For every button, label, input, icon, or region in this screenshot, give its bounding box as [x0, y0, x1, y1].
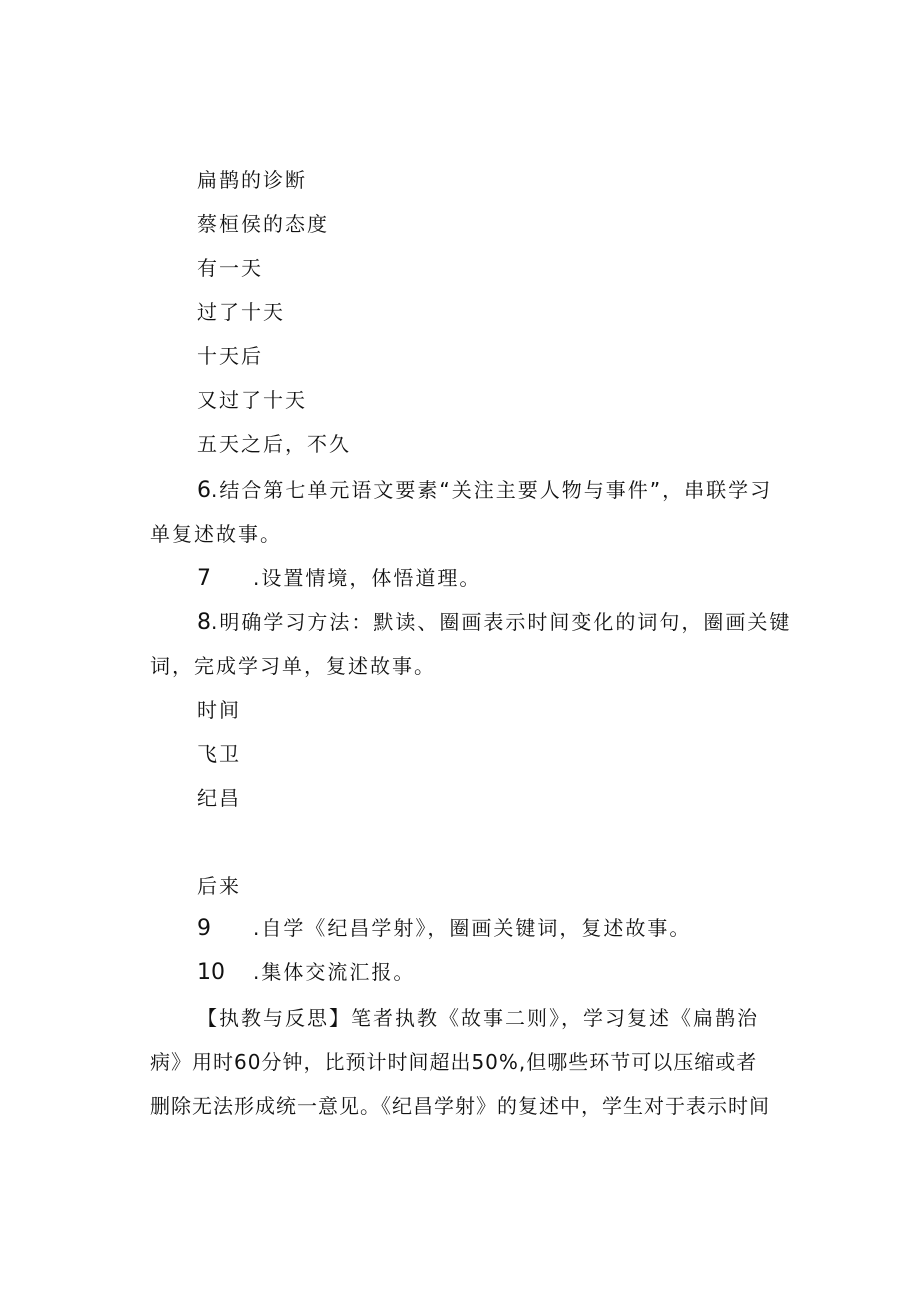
text-line-five-days-after: 五天之后，不久 [197, 432, 351, 456]
list-item-number: 10 [197, 960, 225, 985]
list-item-7 [197, 564, 481, 593]
list-item-8 [197, 608, 791, 637]
list-item-6-continuation: 单复述故事。 [150, 522, 282, 546]
text-line-jichang: 纪昌 [197, 786, 241, 810]
list-item-10 [197, 958, 415, 987]
list-item-text: .自学《纪昌学射》，圈画关键词，复述故事。 [253, 916, 692, 940]
list-item-text: .结合第七单元语文要素“关注主要人物与事件”，串联学习 [211, 478, 773, 502]
list-item-6 [197, 476, 772, 505]
list-item-8-continuation: 词，完成学习单，复述故事。 [150, 654, 436, 678]
reflection-paragraph-line-2: 病》用时60分钟，比预计时间超出50%,但哪些环节可以压缩或者 [150, 1050, 758, 1074]
list-item-9 [197, 914, 691, 943]
list-item-number: 6 [197, 478, 211, 503]
list-item-number: 7 [197, 566, 211, 591]
list-item-text: .设置情境，体悟道理。 [253, 566, 482, 590]
text-line-bianque-diagnosis: 扁鹊的诊断 [197, 168, 307, 192]
reflection-paragraph-line-1: 【执教与反思】笔者执教《故事二则》，学习复述《扁鹊治 [197, 1006, 759, 1030]
text-line-time: 时间 [197, 698, 241, 722]
text-line-another-ten-days: 又过了十天 [197, 388, 307, 412]
list-item-number: 9 [197, 916, 211, 941]
text-line-later: 后来 [197, 874, 241, 898]
reflection-paragraph-line-3: 删除无法形成统一意见。《纪昌学射》的复述中，学生对于表示时间 [150, 1094, 770, 1118]
text-line-ten-days-passed: 过了十天 [197, 300, 285, 324]
text-line-ten-days-later: 十天后 [197, 344, 263, 368]
text-line-one-day: 有一天 [197, 256, 263, 280]
list-item-number: 8 [197, 610, 211, 635]
text-line-caihuanhou-attitude: 蔡桓侯的态度 [197, 212, 329, 236]
list-item-text: .集体交流汇报。 [253, 960, 416, 984]
list-item-text: .明确学习方法：默读、圈画表示时间变化的词句，圈画关键 [211, 610, 792, 634]
text-line-feiwei: 飞卫 [197, 742, 241, 766]
